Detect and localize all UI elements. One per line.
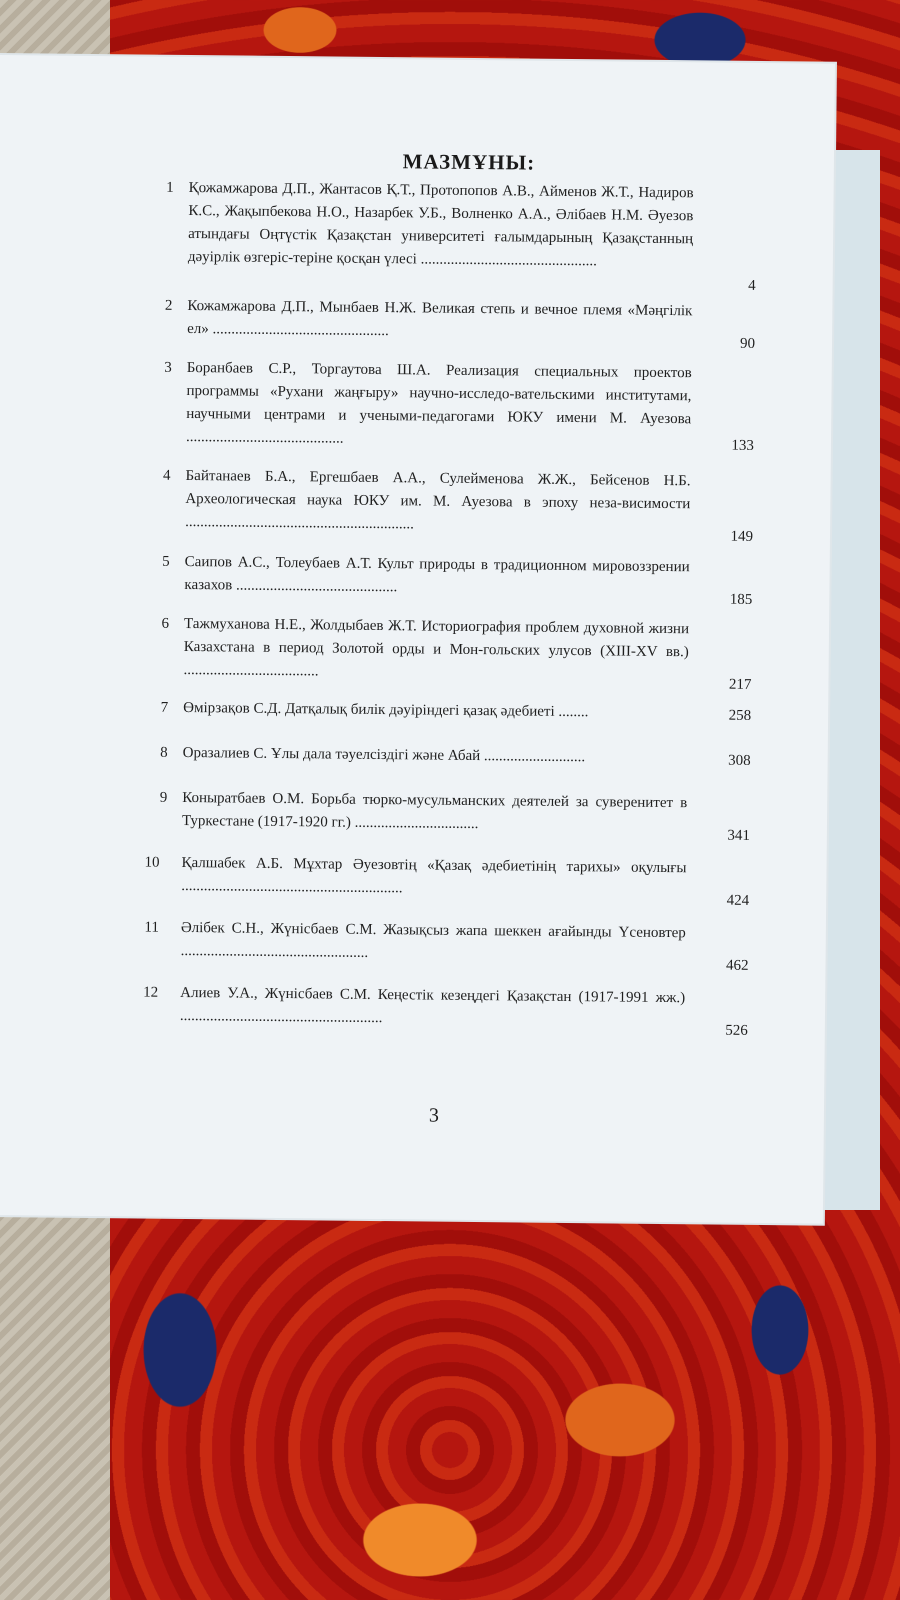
entry-text: Өмірзақов С.Д. Датқалық билік дәуіріндегі қазақ әдебиеті ........	[183, 699, 589, 721]
book-page	[0, 55, 835, 1224]
entry-page: 149	[730, 528, 754, 545]
entry-number: 11	[144, 919, 159, 936]
entry-text: Боранбаев С.Р., Торгаутова Ш.А. Реализация специальных проектов программы «Рухани жаңғыру» научно-исследо-вательскими институтами, научными центрами и учеными-педагогами ЮКУ имени М. Ауезова ..........................................	[185, 359, 692, 447]
toc-entry-5	[0, 549, 830, 608]
toc-entry-11	[0, 915, 826, 974]
entry-page: 133	[731, 437, 755, 454]
toc-entry-6	[0, 611, 829, 693]
entry-number: 7	[160, 699, 169, 716]
entry-page: 308	[728, 752, 751, 769]
entry-number: 12	[143, 984, 159, 1001]
entry-text: Коныратбаев О.М. Борьба тюрко-мусульманских деятелей за суверенитет в Туркестане (1917-1920 гг.) .................................	[181, 789, 688, 833]
toc-entry-8	[0, 740, 828, 769]
entry-page: 217	[728, 676, 752, 693]
page-number: 3	[428, 1104, 440, 1127]
entry-number: 9	[159, 789, 168, 806]
entry-page: 526	[725, 1022, 748, 1039]
toc-entry-9	[0, 785, 827, 844]
toc-entry-10	[0, 850, 827, 909]
entry-number: 3	[164, 359, 172, 376]
entry-page: 341	[727, 827, 750, 844]
entry-page: 258	[728, 707, 752, 724]
entry-page: 4	[748, 277, 756, 294]
entry-text: Қалшабек А.Б. Мұхтар Әуезовтің «Қазақ әдебиетінің тарихы» оқулығы ...........................................................	[181, 854, 687, 897]
toc-entry-12	[0, 980, 825, 1039]
entry-page: 462	[725, 957, 749, 974]
entry-text: Байтанаев Б.А., Ергешбаев А.А., Сулейменова Ж.Ж., Бейсенов Н.Б. Археологическая наука ЮКУ им. М. Ауезова в эпоху неза-висимости .............................................................	[185, 467, 691, 533]
entry-page: 424	[726, 892, 750, 909]
entry-text: Оразалиев С. Ұлы дала тәуелсіздігі және Абай ...........................	[182, 744, 586, 766]
contents-title: МАЗМҰНЫ:	[402, 149, 536, 175]
entry-text: Қожамжарова Д.П., Жантасов Қ.Т., Протопопов А.В., Айменов Ж.Т., Надиров К.С., Жақыпбекова Н.О., Назарбек У.Б., Волненко А.А., Әлібаев Н.М. Әуезов атындағы Оңтүстік Қазақстан университеті ғалымдарының Қазақстанның дәуірлік өзгеріс-теріне қосқан үлесі ...............................................	[187, 179, 694, 270]
entry-text: Алиев У.А., Жүнісбаев С.М. Кеңестік кезеңдегі Қазақстан (1917-1991 жж.) ......................................................	[179, 984, 686, 1027]
entry-number: 2	[164, 297, 173, 314]
entry-text: Әлібек С.Н., Жүнісбаев С.М. Жазықсыз жапа шеккен ағайынды Үсеновтер ..................................................	[180, 919, 686, 961]
entry-page: 90	[739, 335, 756, 352]
entry-text: Тажмуханова Н.Е., Жолдыбаев Ж.Т. Историография проблем духовной жизни Казахстана в период Золотой орды и Мон-гольских улусов (XIII-XV вв.) ....................................	[183, 615, 690, 680]
entry-number: 5	[162, 553, 170, 570]
entry-number: 4	[163, 467, 171, 484]
entry-text: Кожамжарова Д.П., Мынбаев Н.Ж. Великая степь и вечное племя «Мәңгілік ел» ...............................................	[187, 297, 693, 340]
entry-number: 10	[144, 854, 160, 871]
entry-text: Саипов А.С., Толеубаев А.Т. Культ природы в традиционном мировоззрении казахов ...........................................	[184, 553, 690, 596]
toc-entry-3	[0, 355, 832, 454]
entry-number: 1	[166, 179, 174, 196]
entry-number: 8	[160, 744, 168, 761]
entry-page: 185	[729, 591, 753, 608]
toc-entry-4	[0, 463, 831, 545]
entry-number: 6	[161, 615, 170, 632]
